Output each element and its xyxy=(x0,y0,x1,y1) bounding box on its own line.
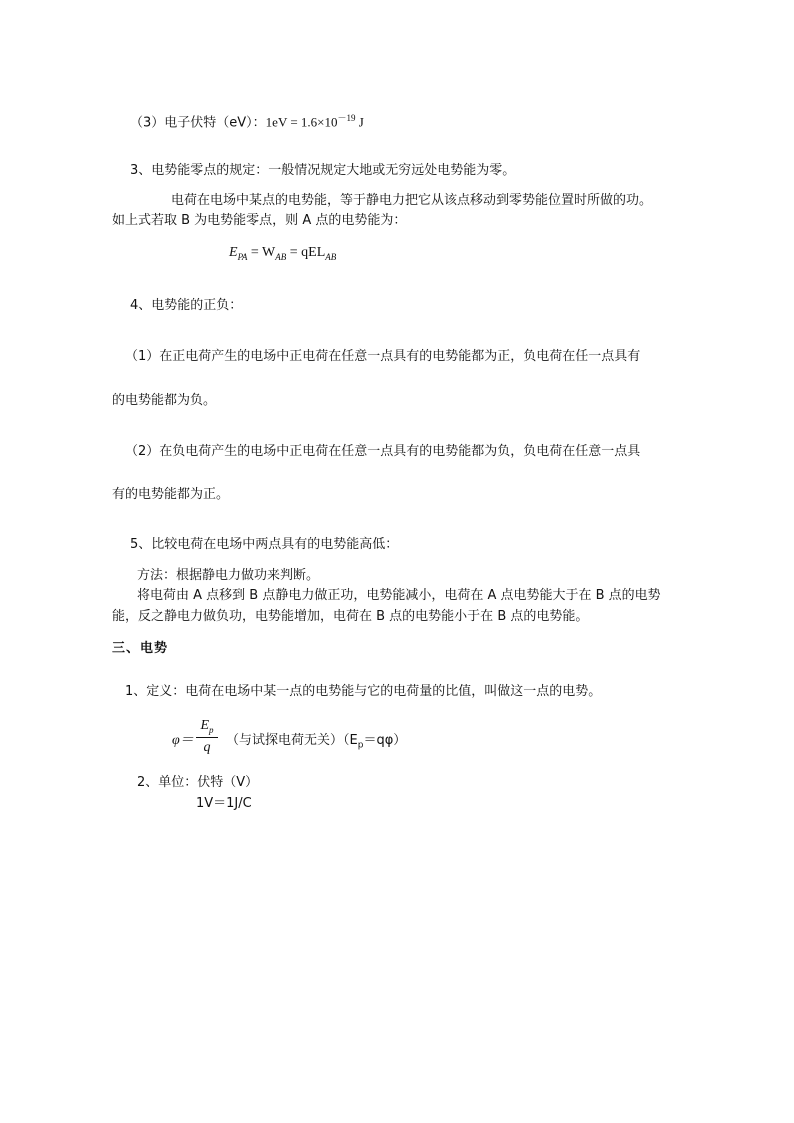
ev-unit-line xyxy=(130,110,364,131)
unit-value: 1V＝1J/C xyxy=(196,796,252,811)
compare-title: 5、比较电荷在电场中两点具有的电势能高低： xyxy=(130,537,399,552)
sign-item-1-line-2: 的电势能都为负。 xyxy=(112,393,217,408)
formula-l-sub: AB xyxy=(325,251,337,262)
formula-lhs-sub: PA xyxy=(237,251,248,262)
sign-item-2-line-1: （2）在负电荷产生的电场中正电荷在任意一点具有的电势能都为负，负电荷在任意一点具 xyxy=(125,444,641,459)
fraction-numerator: $E_p$ xyxy=(200,718,214,735)
method-line: 方法：根据静电力做功来判断。 xyxy=(137,568,320,583)
ev-unit-joule: J xyxy=(355,114,364,130)
ev-unit-label: （3）电子伏特（eV）： xyxy=(130,115,266,131)
phi-note-text: （与试探电荷无关）（E xyxy=(226,733,358,748)
definition-line-1: 电荷在电场中某点的电势能，等于静电力把它从该点移动到零势能位置时所做的功。 xyxy=(171,193,653,208)
move-line-2: 能，反之静电力做负功，电势能增加，电荷在 B 点的电势能小于在 B 点的电势能。 xyxy=(112,609,589,624)
ev-unit-formula: 1eV = 1.6×10 xyxy=(265,114,338,130)
formula-w-sub: AB xyxy=(275,251,287,262)
phi-symbol: φ＝ xyxy=(172,733,194,748)
fraction-bar xyxy=(196,737,218,738)
ev-unit-exponent: －19 xyxy=(337,113,356,123)
formula-eq2: = qEL xyxy=(286,245,326,260)
phi-note-end: ＝qφ） xyxy=(363,733,407,748)
phi-note xyxy=(226,733,406,754)
unit-title: 2、单位：伏特（V） xyxy=(137,775,259,790)
phi-fraction xyxy=(196,718,218,760)
sign-title: 4、电势能的正负： xyxy=(130,298,243,313)
fraction-denominator: q xyxy=(203,740,211,755)
potential-definition: 1、定义：电荷在电场中某一点的电势能与它的电荷量的比值，叫做这一点的电势。 xyxy=(125,684,602,699)
sign-item-1-line-1: （1）在正电荷产生的电场中正电荷在任意一点具有的电势能都为正，负电荷在任一点具有 xyxy=(125,349,641,364)
phi-note-sub: p xyxy=(357,740,364,751)
sign-item-2-line-2: 有的电势能都为正。 xyxy=(112,487,230,502)
section-heading: 三、电势 xyxy=(112,641,169,656)
formula-epa xyxy=(229,245,336,265)
formula-lhs: E xyxy=(229,245,238,260)
definition-line-2: 如上式若取 B 为电势能零点，则 A 点的电势能为： xyxy=(112,213,407,228)
formula-eq1: = W xyxy=(247,245,276,260)
zero-point-rule: 3、电势能零点的规定：一般情况规定大地或无穷远处电势能为零。 xyxy=(130,163,516,178)
move-line-1: 将电荷由 A 点移到 B 点静电力做正功，电势能减小，电荷在 A 点电势能大于在 B 点的电势 xyxy=(137,588,661,603)
